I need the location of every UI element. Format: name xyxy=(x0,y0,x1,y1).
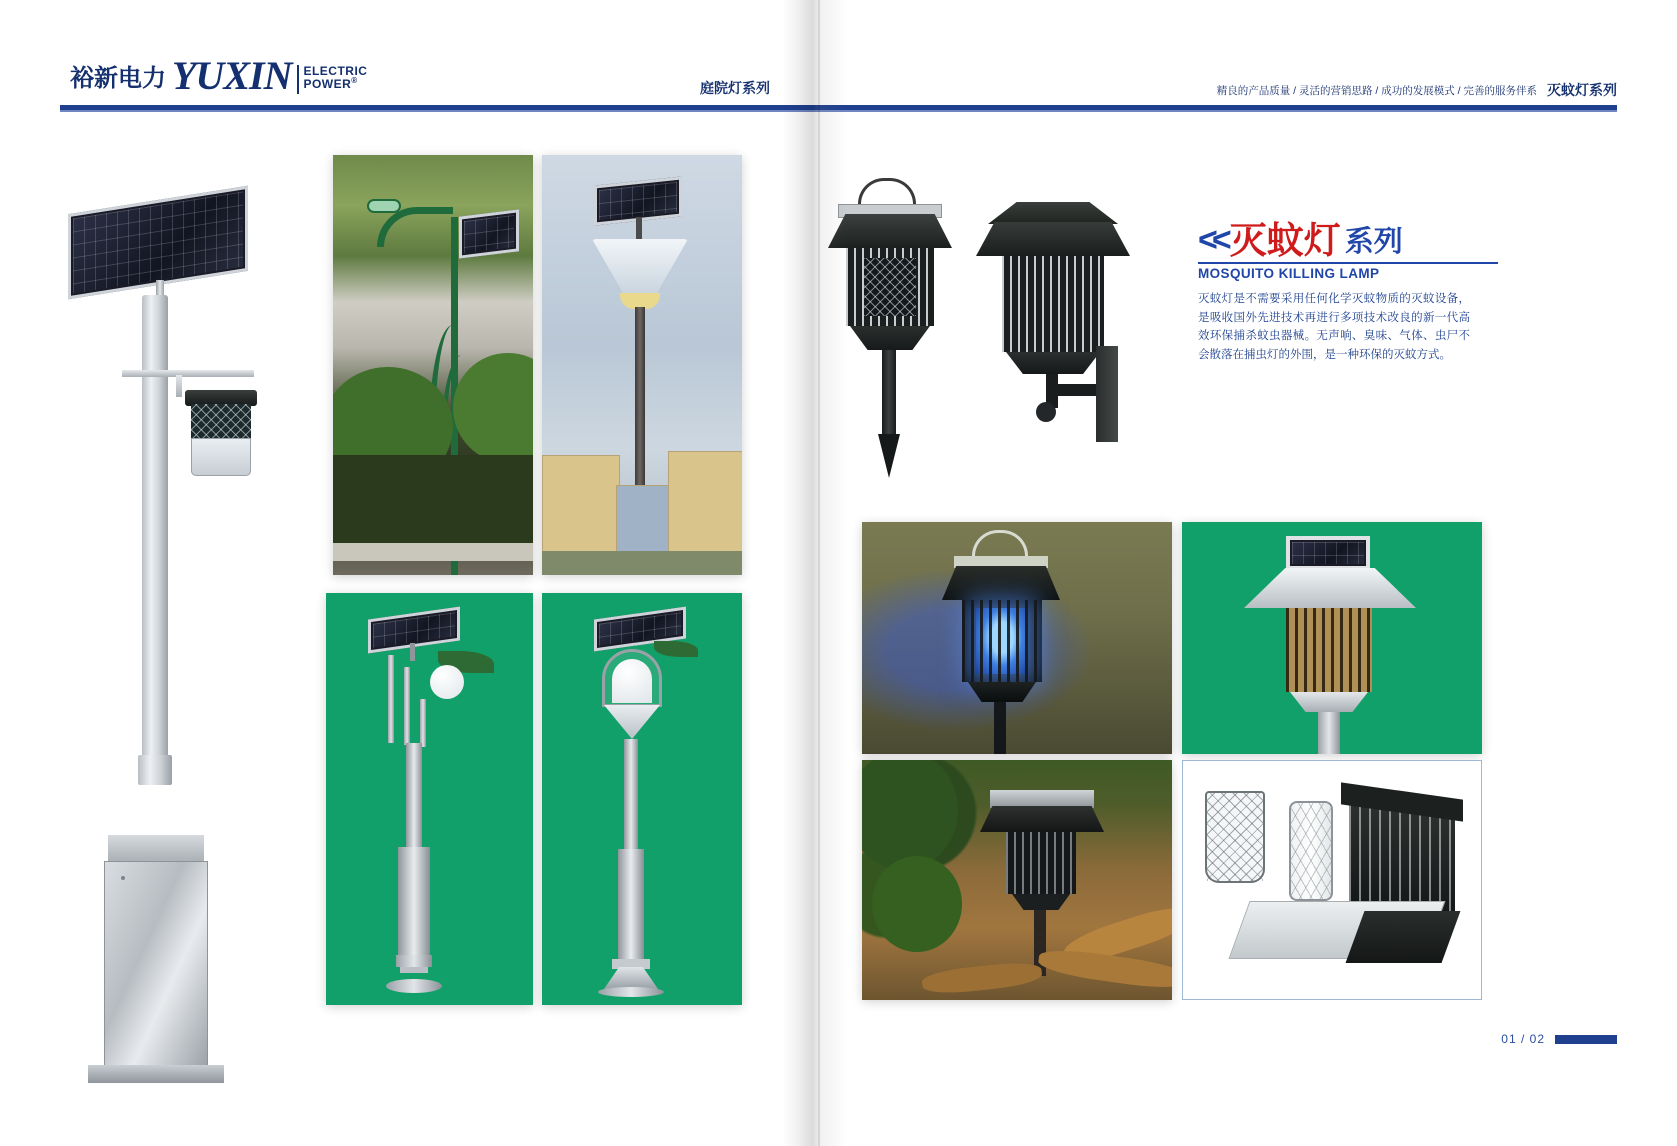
part-inner-cylinder xyxy=(1289,801,1333,901)
lamp-pole-joint xyxy=(138,755,172,785)
night-lamp-cage xyxy=(962,600,1042,682)
night-lamp-stem xyxy=(994,702,1006,754)
greenlamp-stem xyxy=(1318,712,1340,754)
photo-green-render-lamp-1 xyxy=(326,593,533,1005)
lamp-pole-upper xyxy=(142,295,168,765)
photo-stainless-lamp-green xyxy=(1182,522,1482,754)
header-right-group xyxy=(1217,80,1617,100)
wall-lamp-mount-plate xyxy=(1096,346,1118,442)
spread-gutter-line xyxy=(818,0,820,1146)
photo-lamp-in-garden xyxy=(862,760,1172,1000)
roadside-solar-panel xyxy=(459,209,519,258)
render2-pole-mid xyxy=(618,849,644,961)
green-lamp-head xyxy=(367,199,401,213)
sky-panel-mount xyxy=(636,217,642,239)
header-center-title: 庭院灯系列 xyxy=(700,80,770,96)
render1-bar-3 xyxy=(420,699,426,747)
wall-lamp-pivot xyxy=(1036,402,1056,422)
footer-accent-bar xyxy=(1555,1035,1617,1044)
lamp-arm-drop xyxy=(176,375,182,397)
wall-lamp-roof xyxy=(976,222,1130,256)
cabinet-lock-icon xyxy=(121,876,125,880)
wall-lamp-cage xyxy=(1002,256,1104,352)
mulch-bed xyxy=(333,455,533,545)
logo-english-line2 xyxy=(303,77,367,90)
stake-lamp-stem xyxy=(882,350,896,436)
greenlamp-cage xyxy=(1286,608,1372,692)
photo-tall-lamp-sky xyxy=(542,155,742,575)
garden-lamp-cage xyxy=(1006,832,1076,894)
photo-green-render-lamp-2 xyxy=(542,593,742,1005)
stake-lamp-roof xyxy=(828,214,952,248)
logo-english-block xyxy=(297,65,367,94)
header-slogan: 精良的产品质量 / 灵活的营销思路 / 成功的发展模式 / 完善的服务伴系 xyxy=(1216,84,1537,97)
garden-lamp-solar-top xyxy=(990,790,1094,808)
base-plate xyxy=(88,1065,224,1083)
part-base-dark-block xyxy=(1346,911,1461,963)
page-number: 01 / 02 xyxy=(1501,1032,1545,1046)
footer xyxy=(1501,1032,1617,1046)
render2-lantern-glass xyxy=(612,659,652,703)
render1-globe xyxy=(430,665,464,699)
photo-lamp-night-glow xyxy=(862,522,1172,754)
render1-pole-ring xyxy=(400,967,428,973)
lamp-cross-arm xyxy=(122,370,254,377)
series-title-block xyxy=(1198,222,1498,365)
render1-pole-top xyxy=(406,743,422,849)
base-collar xyxy=(108,835,204,863)
photo-roadside-lamp xyxy=(333,155,533,575)
header-series-title: 灭蚊灯系列 xyxy=(1547,82,1617,98)
lantern-grid xyxy=(191,404,251,440)
render2-base-plate xyxy=(598,987,664,997)
logo-english-line1: ELECTRIC xyxy=(303,64,368,78)
double-chevron-left-icon: << xyxy=(1198,221,1226,259)
photo-lamp-parts xyxy=(1182,760,1482,1000)
foliage-cluster-2 xyxy=(872,856,962,952)
sky-lamp-pole xyxy=(635,307,645,497)
garden-lamp-roof xyxy=(980,806,1104,832)
series-title-suffix: 系列 xyxy=(1344,226,1403,258)
render1-pole-collar xyxy=(396,955,432,967)
lantern-collection-chamber xyxy=(191,438,251,476)
base-cabinet xyxy=(104,861,208,1069)
series-description: 灭蚊灯是不需要采用任何化学灭蚊物质的灭蚊设备，是吸收国外先进技术再进行多项技术改良的新一代高效环保捕杀蚊虫器械。无声响、臭味、气体、虫尸不会散落在捕虫灯的外围，是一种环保的灭蚊方式。 xyxy=(1198,293,1470,361)
stake-lamp-inner-mesh xyxy=(864,258,916,316)
stake-lamp-cage xyxy=(846,248,934,326)
curb xyxy=(333,543,533,561)
header-rule xyxy=(60,105,1617,110)
series-title-english: MOSQUITO KILLING LAMP xyxy=(1198,262,1498,281)
photo-left-hero-lamp xyxy=(60,175,350,1085)
night-lamp-roof xyxy=(942,566,1060,600)
foreground-trees xyxy=(542,551,742,575)
logo-english-line2-text: POWER xyxy=(303,77,352,91)
photo-two-mosquito-lamps xyxy=(820,170,1180,490)
logo-brand-text: YUXIN xyxy=(172,53,292,98)
render1-bar-1 xyxy=(388,655,394,743)
trademark-icon: ® xyxy=(351,76,358,85)
greenlamp-solar-panel xyxy=(1286,536,1370,570)
logo-chinese-name: 裕新电力 xyxy=(70,65,166,92)
render1-panel-mount xyxy=(410,643,415,661)
series-title-main: 灭蚊灯 xyxy=(1229,220,1341,261)
render1-base-plate xyxy=(386,979,442,993)
render1-bar-2 xyxy=(404,667,410,745)
wall-lamp-bracket-arm xyxy=(1056,384,1100,396)
part-mesh-basket xyxy=(1205,791,1265,883)
render1-pole-mid xyxy=(398,847,430,957)
render2-pole-top xyxy=(624,739,638,851)
company-logo xyxy=(70,53,368,98)
